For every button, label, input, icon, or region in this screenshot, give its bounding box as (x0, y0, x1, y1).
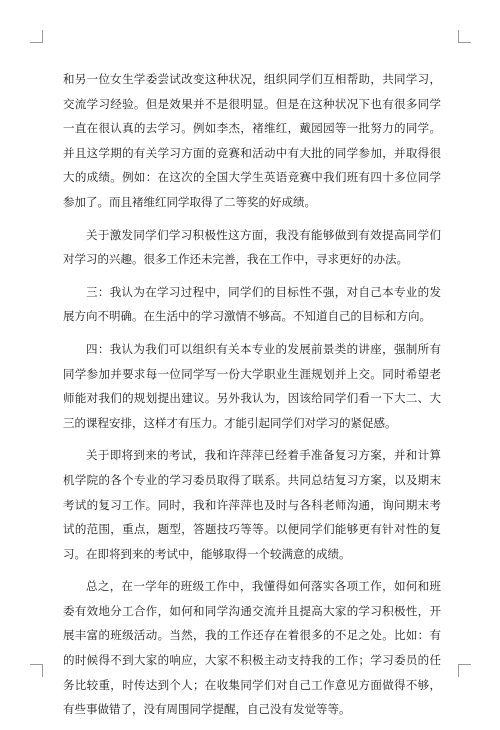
crop-mark-bottom-right (458, 664, 471, 677)
document-body (63, 67, 441, 730)
crop-mark-top-right (458, 30, 471, 43)
paragraph-5: 关于即将到来的考试，我和许萍萍已经着手准备复习方案，并和计算机学院的各个专业的学习委员取得了联系。共同总结复习方案，以及期末考试的复习工作。同时，我和许萍萍也及时与各科老师沟通，询问期末考试的范围，重点，题型，答题技巧等等。以便同学们能够更有针对性的复习。在即将到来的考试中，能够取得一个较满意的成绩。 (63, 448, 441, 561)
paragraph-4: 四：我认为我们可以组织有关本专业的发展前景类的讲座，强制所有同学参加并要求每一位同学写一份大学职业生涯规划并上交。同时希望老师能对我们的规划提出建议。另外我认为，因该给同学们看一下大二、大三的课程安排，这样才有压力。才能引起同学们对学习的紧促感。 (63, 341, 441, 430)
crop-mark-bottom-left (30, 664, 43, 677)
paragraph-2: 关于激发同学们学习积极性这方面，我没有能够做到有效提高同学们对学习的兴趣。很多工作还未完善，我在工作中，寻求更好的办法。 (63, 227, 441, 267)
paragraph-3: 三：我认为在学习过程中，同学们的目标性不强，对自己本专业的发展方向不明确。在生活中的学习激情不够高。不知道自己的目标和方向。 (63, 284, 441, 324)
crop-mark-top-left (30, 30, 43, 43)
paragraph-6: 总之，在一学年的班级工作中，我懂得如何落实各项工作，如何和班委有效地分工合作，如何和同学沟通交流并且提高大家的学习积极性，开展丰富的班级活动。当然，我的工作还存在着很多的不足之处。比如：有的时候得不到大家的响应，大家不积极主动支持我的工作；学习委员的任务比较重，时传达到个人；在收集同学们对自己工作意见方面做得不够，有些事做错了，没有周围同学提醒，自己没有发觉等等。 (63, 579, 441, 717)
paragraph-1: 和另一位女生学委尝试改变这种状况，组织同学们互相帮助，共同学习，交流学习经验。但是效果并不是很明显。但是在这种状况下也有很多同学一直在很认真的去学习。例如李杰，褚维红，戴园园等一批努力的同学。并且这学期的有关学习方面的竞赛和活动中有大批的同学参加，并取得很大的成绩。例如：在这次的全国大学生英语竞赛中我们班有四十多位同学参加了。而且褚维红同学取得了二等奖的好成绩。 (63, 72, 441, 209)
